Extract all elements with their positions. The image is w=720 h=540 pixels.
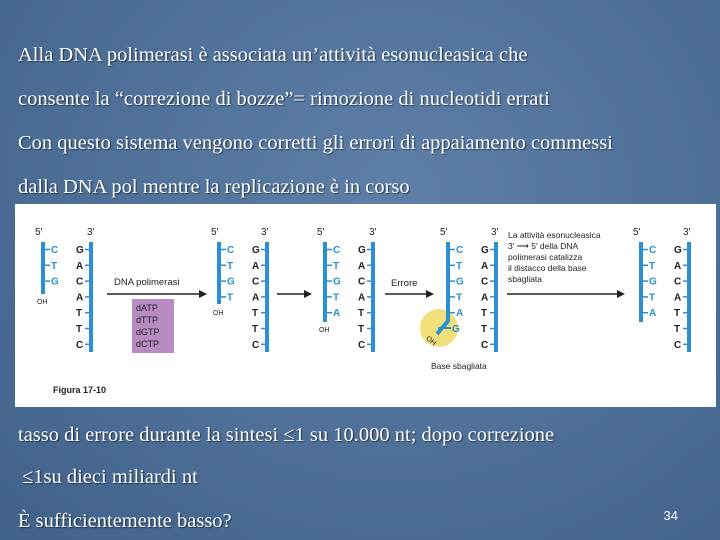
template-base: G (481, 245, 489, 256)
exonuclease-note (508, 230, 601, 284)
enzyme-label: DNA polimerasi (114, 277, 180, 288)
proofreading-figure (15, 204, 716, 407)
new-strand (446, 242, 450, 322)
new-bases (221, 245, 235, 303)
template-base: A (252, 292, 260, 304)
new-base: A (333, 308, 341, 320)
label-3prime: 3' (87, 227, 95, 238)
label-5prime: 5' (35, 227, 43, 238)
text-line-7: È sufficientemente basso? (18, 510, 232, 532)
stage-5 (633, 227, 691, 352)
figure-caption: Figura 17-10 (53, 385, 107, 395)
new-base: T (333, 292, 340, 304)
template-base: A (358, 292, 366, 304)
text-line-2: consente la “correzione di bozze”= rimozione di nucleotidi errati (18, 88, 550, 110)
new-base: G (227, 276, 235, 288)
new-bases (45, 245, 59, 288)
oh-label: OH (424, 335, 437, 348)
template-base: T (76, 308, 83, 320)
template-base: A (674, 292, 682, 304)
template-base: T (674, 308, 681, 320)
template-base: C (76, 276, 84, 288)
stage-2 (211, 227, 269, 352)
text-line-1: Alla DNA polimerasi è associata un’attività esonucleasica che (18, 44, 528, 66)
template-base: A (481, 292, 489, 304)
template-bases (76, 245, 89, 351)
template-base: G (674, 245, 682, 256)
label-5prime: 5' (440, 227, 448, 238)
figure-svg (15, 204, 716, 407)
template-base: T (358, 324, 365, 335)
text-line-4: dalla DNA pol mentre la replicazione è in corso (18, 176, 410, 198)
oh-label: OH (213, 310, 224, 317)
template-base: T (481, 308, 488, 320)
new-bases (327, 245, 341, 319)
text-line-3: Con questo sistema vengono corretti gli errori di appaiamento commessi (18, 132, 613, 154)
text-line-6: ≤1su dieci miliardi nt (22, 466, 198, 488)
new-base: T (456, 292, 463, 304)
new-strand (639, 242, 643, 322)
template-base: A (252, 260, 260, 272)
label-3prime: 3' (683, 227, 691, 238)
template-bases (358, 245, 371, 351)
template-base: T (252, 308, 259, 320)
new-bases (643, 245, 657, 319)
template-base: T (481, 324, 488, 335)
new-base: C (227, 245, 235, 256)
dntp-1: dATP (136, 303, 158, 313)
note-line-1: La attività esonucleasica (508, 230, 601, 240)
new-base: A (456, 308, 464, 320)
template-base: C (358, 339, 366, 351)
template-bases (674, 245, 687, 351)
new-base: C (333, 245, 341, 256)
oh-label: OH (319, 327, 330, 334)
new-base: G (333, 276, 341, 288)
new-base: A (649, 308, 657, 320)
note-line-4: il distacco della base (508, 263, 587, 273)
new-bases (450, 245, 464, 319)
label-3prime: 3' (261, 227, 269, 238)
new-base: T (227, 260, 234, 272)
new-base: T (649, 260, 656, 272)
template-base: A (358, 260, 366, 272)
new-base: T (333, 260, 340, 272)
text-line-5: tasso di errore durante la sintesi ≤1 su 10.000 nt; dopo correzione (18, 424, 555, 446)
template-base: T (358, 308, 365, 320)
template-base: C (252, 276, 260, 288)
template-strand (494, 242, 498, 352)
new-strand (217, 242, 221, 304)
template-base: T (252, 324, 259, 335)
stage-4 (420, 227, 499, 371)
error-label: Errore (391, 278, 418, 289)
template-base: C (252, 339, 260, 351)
template-base: T (674, 324, 681, 335)
template-base: G (252, 245, 260, 256)
new-strand (323, 242, 327, 322)
label-5prime: 5' (211, 227, 219, 238)
new-base: T (649, 292, 656, 304)
new-base: C (456, 245, 464, 256)
template-base: C (674, 276, 682, 288)
new-strand (41, 242, 45, 294)
template-bases (252, 245, 265, 351)
template-strand (687, 242, 691, 352)
new-base: G (649, 276, 657, 288)
template-base: C (481, 339, 489, 351)
template-base: A (481, 260, 489, 272)
new-base: C (51, 245, 59, 256)
new-base: T (456, 260, 463, 272)
template-bases (481, 245, 494, 351)
template-strand (371, 242, 375, 352)
new-base: G (456, 276, 464, 288)
template-base: G (358, 245, 366, 256)
template-base: A (674, 260, 682, 272)
template-base: T (76, 324, 83, 335)
label-3prime: 3' (491, 227, 499, 238)
dntp-box (132, 299, 174, 353)
new-base: G (51, 276, 59, 288)
new-base: C (649, 245, 657, 256)
dntp-3: dGTP (136, 327, 160, 337)
page-number: 34 (663, 508, 678, 523)
stage-3 (317, 227, 377, 352)
template-base: A (76, 260, 84, 272)
template-base: G (76, 245, 84, 256)
template-base: C (674, 339, 682, 351)
new-base: T (227, 292, 234, 304)
template-strand (265, 242, 269, 352)
dntp-4: dCTP (136, 339, 160, 349)
dntp-2: dTTP (136, 315, 159, 325)
template-base: C (481, 276, 489, 288)
template-base: C (358, 276, 366, 288)
note-line-3: polimerasi catalizza (508, 252, 583, 262)
stage-1 (35, 227, 95, 352)
wrong-base: G (452, 324, 460, 335)
wrong-base-label: Base sbagliata (431, 361, 487, 371)
template-base: A (76, 292, 84, 304)
note-line-2: 3′ ⟶ 5′ della DNA (508, 241, 579, 251)
note-line-5: sbagliata (508, 274, 543, 284)
label-5prime: 5' (317, 227, 325, 238)
oh-label: OH (37, 299, 48, 306)
template-strand (89, 242, 93, 352)
template-base: C (76, 339, 84, 351)
label-5prime: 5' (633, 227, 641, 238)
new-base: T (51, 260, 58, 272)
label-3prime: 3' (369, 227, 377, 238)
